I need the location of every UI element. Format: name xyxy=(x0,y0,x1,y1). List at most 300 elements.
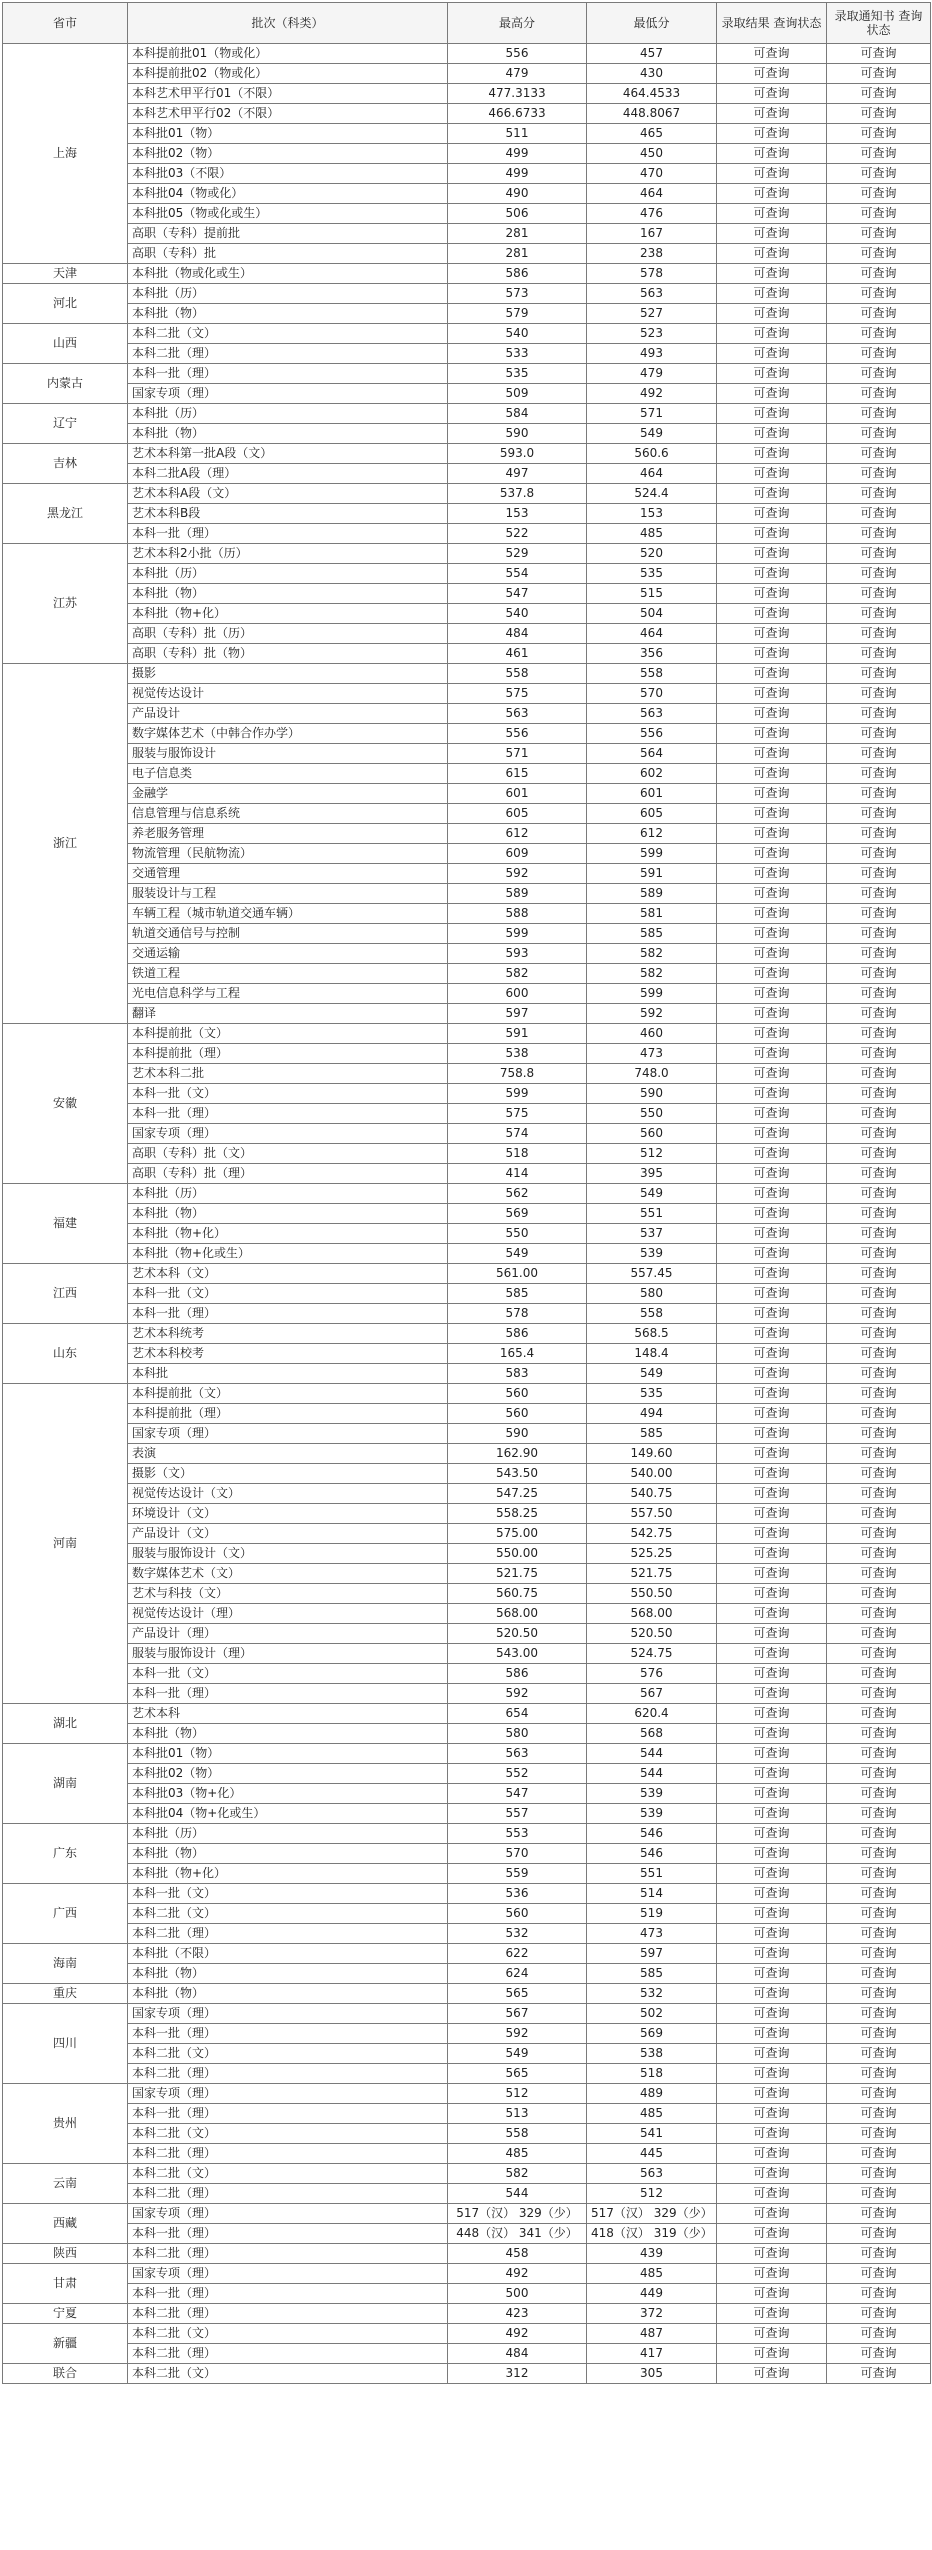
result-status-cell: 可查询 xyxy=(717,904,827,924)
batch-cell: 艺术本科2小批（历） xyxy=(128,544,448,564)
result-status-cell: 可查询 xyxy=(717,2044,827,2064)
result-status-cell: 可查询 xyxy=(717,484,827,504)
min-score-cell: 580 xyxy=(587,1284,717,1304)
table-row xyxy=(3,1984,931,2004)
batch-cell: 光电信息科学与工程 xyxy=(128,984,448,1004)
province-cell: 上海 xyxy=(3,44,128,264)
min-score-cell: 395 xyxy=(587,1164,717,1184)
notice-status-cell: 可查询 xyxy=(827,2244,931,2264)
result-status-cell: 可查询 xyxy=(717,1824,827,1844)
max-score-cell: 560.75 xyxy=(448,1584,587,1604)
table-row xyxy=(3,1624,931,1644)
batch-cell: 艺术与科技（文） xyxy=(128,1584,448,1604)
batch-cell: 本科提前批（文） xyxy=(128,1384,448,1404)
min-score-cell: 571 xyxy=(587,404,717,424)
result-status-cell: 可查询 xyxy=(717,924,827,944)
result-status-cell: 可查询 xyxy=(717,1704,827,1724)
min-score-cell: 585 xyxy=(587,1964,717,1984)
result-status-cell: 可查询 xyxy=(717,1584,827,1604)
notice-status-cell: 可查询 xyxy=(827,604,931,624)
min-score-cell: 582 xyxy=(587,964,717,984)
notice-status-cell: 可查询 xyxy=(827,1904,931,1924)
min-score-cell: 568.00 xyxy=(587,1604,717,1624)
notice-status-cell: 可查询 xyxy=(827,1624,931,1644)
batch-cell: 本科提前批02（物或化） xyxy=(128,64,448,84)
max-score-cell: 512 xyxy=(448,2084,587,2104)
province-cell: 广西 xyxy=(3,1884,128,1944)
min-score-cell: 601 xyxy=(587,784,717,804)
batch-cell: 本科批（物） xyxy=(128,1204,448,1224)
batch-cell: 本科二批（文） xyxy=(128,2124,448,2144)
batch-cell: 视觉传达设计 xyxy=(128,684,448,704)
batch-cell: 国家专项（理） xyxy=(128,2004,448,2024)
max-score-cell: 560 xyxy=(448,1904,587,1924)
table-row xyxy=(3,1824,931,1844)
notice-status-cell: 可查询 xyxy=(827,2164,931,2184)
max-score-cell: 540 xyxy=(448,324,587,344)
batch-cell: 本科批（物） xyxy=(128,1844,448,1864)
min-score-cell: 445 xyxy=(587,2144,717,2164)
header-province: 省市 xyxy=(3,3,128,44)
min-score-cell: 504 xyxy=(587,604,717,624)
max-score-cell: 558 xyxy=(448,2124,587,2144)
table-row xyxy=(3,544,931,564)
batch-cell: 物流管理（民航物流） xyxy=(128,844,448,864)
max-score-cell: 568.00 xyxy=(448,1604,587,1624)
result-status-cell: 可查询 xyxy=(717,984,827,1004)
min-score-cell: 602 xyxy=(587,764,717,784)
table-row xyxy=(3,1744,931,1764)
province-cell: 江西 xyxy=(3,1264,128,1324)
table-row xyxy=(3,484,931,504)
notice-status-cell: 可查询 xyxy=(827,1684,931,1704)
table-row xyxy=(3,1964,931,1984)
table-row xyxy=(3,304,931,324)
notice-status-cell: 可查询 xyxy=(827,264,931,284)
notice-status-cell: 可查询 xyxy=(827,444,931,464)
min-score-cell: 563 xyxy=(587,2164,717,2184)
result-status-cell: 可查询 xyxy=(717,424,827,444)
table-row xyxy=(3,2104,931,2124)
province-cell: 辽宁 xyxy=(3,404,128,444)
table-row xyxy=(3,1344,931,1364)
max-score-cell: 583 xyxy=(448,1364,587,1384)
max-score-cell: 484 xyxy=(448,2344,587,2364)
min-score-cell: 524.4 xyxy=(587,484,717,504)
table-row xyxy=(3,264,931,284)
max-score-cell: 592 xyxy=(448,2024,587,2044)
min-score-cell: 464.4533 xyxy=(587,84,717,104)
max-score-cell: 535 xyxy=(448,364,587,384)
result-status-cell: 可查询 xyxy=(717,324,827,344)
min-score-cell: 514 xyxy=(587,1884,717,1904)
province-cell: 吉林 xyxy=(3,444,128,484)
max-score-cell: 492 xyxy=(448,2324,587,2344)
header-result-status: 录取结果 查询状态 xyxy=(717,3,827,44)
min-score-cell: 535 xyxy=(587,564,717,584)
table-row xyxy=(3,1604,931,1624)
notice-status-cell: 可查询 xyxy=(827,1004,931,1024)
batch-cell: 本科一批（理） xyxy=(128,2224,448,2244)
batch-cell: 本科二批（文） xyxy=(128,2324,448,2344)
min-score-cell: 550 xyxy=(587,1104,717,1124)
province-cell: 湖南 xyxy=(3,1744,128,1824)
batch-cell: 本科批（历） xyxy=(128,1184,448,1204)
notice-status-cell: 可查询 xyxy=(827,64,931,84)
min-score-cell: 585 xyxy=(587,924,717,944)
batch-cell: 艺术本科校考 xyxy=(128,1344,448,1364)
table-row xyxy=(3,2064,931,2084)
min-score-cell: 460 xyxy=(587,1024,717,1044)
notice-status-cell: 可查询 xyxy=(827,284,931,304)
max-score-cell: 529 xyxy=(448,544,587,564)
table-row xyxy=(3,1644,931,1664)
table-row xyxy=(3,184,931,204)
min-score-cell: 539 xyxy=(587,1804,717,1824)
batch-cell: 本科批（物） xyxy=(128,424,448,444)
min-score-cell: 592 xyxy=(587,1004,717,1024)
result-status-cell: 可查询 xyxy=(717,504,827,524)
table-row xyxy=(3,1924,931,1944)
table-row xyxy=(3,1784,931,1804)
notice-status-cell: 可查询 xyxy=(827,1224,931,1244)
max-score-cell: 586 xyxy=(448,1324,587,1344)
batch-cell: 国家专项（理） xyxy=(128,1424,448,1444)
table-row xyxy=(3,164,931,184)
min-score-cell: 557.45 xyxy=(587,1264,717,1284)
min-score-cell: 551 xyxy=(587,1864,717,1884)
batch-cell: 摄影 xyxy=(128,664,448,684)
max-score-cell: 549 xyxy=(448,1244,587,1264)
min-score-cell: 563 xyxy=(587,284,717,304)
max-score-cell: 484 xyxy=(448,624,587,644)
max-score-cell: 448（汉） 341（少） xyxy=(448,2224,587,2244)
max-score-cell: 556 xyxy=(448,44,587,64)
result-status-cell: 可查询 xyxy=(717,2084,827,2104)
result-status-cell: 可查询 xyxy=(717,284,827,304)
notice-status-cell: 可查询 xyxy=(827,1244,931,1264)
min-score-cell: 487 xyxy=(587,2324,717,2344)
max-score-cell: 497 xyxy=(448,464,587,484)
table-row xyxy=(3,1904,931,1924)
notice-status-cell: 可查询 xyxy=(827,1964,931,1984)
province-cell: 黑龙江 xyxy=(3,484,128,544)
max-score-cell: 281 xyxy=(448,224,587,244)
batch-cell: 本科批（历） xyxy=(128,564,448,584)
max-score-cell: 414 xyxy=(448,1164,587,1184)
notice-status-cell: 可查询 xyxy=(827,1744,931,1764)
batch-cell: 本科批（物或化或生） xyxy=(128,264,448,284)
min-score-cell: 568 xyxy=(587,1724,717,1744)
batch-cell: 国家专项（理） xyxy=(128,2264,448,2284)
notice-status-cell: 可查询 xyxy=(827,124,931,144)
min-score-cell: 748.0 xyxy=(587,1064,717,1084)
table-row xyxy=(3,604,931,624)
result-status-cell: 可查询 xyxy=(717,2164,827,2184)
min-score-cell: 549 xyxy=(587,424,717,444)
table-row xyxy=(3,904,931,924)
result-status-cell: 可查询 xyxy=(717,2024,827,2044)
notice-status-cell: 可查询 xyxy=(827,1464,931,1484)
batch-cell: 金融学 xyxy=(128,784,448,804)
max-score-cell: 552 xyxy=(448,1764,587,1784)
min-score-cell: 473 xyxy=(587,1044,717,1064)
batch-cell: 服装与服饰设计 xyxy=(128,744,448,764)
table-row xyxy=(3,1064,931,1084)
max-score-cell: 466.6733 xyxy=(448,104,587,124)
result-status-cell: 可查询 xyxy=(717,1124,827,1144)
result-status-cell: 可查询 xyxy=(717,1644,827,1664)
batch-cell: 高职（专科）批（历） xyxy=(128,624,448,644)
province-cell: 江苏 xyxy=(3,544,128,664)
max-score-cell: 560 xyxy=(448,1404,587,1424)
table-row xyxy=(3,2164,931,2184)
table-row xyxy=(3,2204,931,2224)
batch-cell: 本科批03（不限） xyxy=(128,164,448,184)
result-status-cell: 可查询 xyxy=(717,1424,827,1444)
min-score-cell: 479 xyxy=(587,364,717,384)
province-cell: 浙江 xyxy=(3,664,128,1024)
table-row xyxy=(3,784,931,804)
result-status-cell: 可查询 xyxy=(717,244,827,264)
result-status-cell: 可查询 xyxy=(717,2124,827,2144)
table-row xyxy=(3,744,931,764)
result-status-cell: 可查询 xyxy=(717,2004,827,2024)
min-score-cell: 149.60 xyxy=(587,1444,717,1464)
min-score-cell: 557.50 xyxy=(587,1504,717,1524)
max-score-cell: 490 xyxy=(448,184,587,204)
batch-cell: 轨道交通信号与控制 xyxy=(128,924,448,944)
min-score-cell: 551 xyxy=(587,1204,717,1224)
notice-status-cell: 可查询 xyxy=(827,624,931,644)
batch-cell: 本科二批（理） xyxy=(128,2344,448,2364)
max-score-cell: 622 xyxy=(448,1944,587,1964)
result-status-cell: 可查询 xyxy=(717,1444,827,1464)
batch-cell: 本科批（物+化） xyxy=(128,1224,448,1244)
min-score-cell: 549 xyxy=(587,1184,717,1204)
min-score-cell: 519 xyxy=(587,1904,717,1924)
table-row xyxy=(3,444,931,464)
result-status-cell: 可查询 xyxy=(717,1104,827,1124)
notice-status-cell: 可查询 xyxy=(827,2304,931,2324)
table-row xyxy=(3,1004,931,1024)
min-score-cell: 492 xyxy=(587,384,717,404)
province-cell: 河南 xyxy=(3,1384,128,1704)
table-row xyxy=(3,1804,931,1824)
min-score-cell: 568.5 xyxy=(587,1324,717,1344)
notice-status-cell: 可查询 xyxy=(827,2004,931,2024)
batch-cell: 电子信息类 xyxy=(128,764,448,784)
table-row xyxy=(3,1584,931,1604)
batch-cell: 数字媒体艺术（文） xyxy=(128,1564,448,1584)
batch-cell: 艺术本科二批 xyxy=(128,1064,448,1084)
min-score-cell: 591 xyxy=(587,864,717,884)
max-score-cell: 605 xyxy=(448,804,587,824)
batch-cell: 本科二批（理） xyxy=(128,2184,448,2204)
notice-status-cell: 可查询 xyxy=(827,1924,931,1944)
table-row xyxy=(3,1024,931,1044)
max-score-cell: 544 xyxy=(448,2184,587,2204)
min-score-cell: 539 xyxy=(587,1244,717,1264)
table-row xyxy=(3,1364,931,1384)
table-row xyxy=(3,564,931,584)
notice-status-cell: 可查询 xyxy=(827,2204,931,2224)
table-row xyxy=(3,2304,931,2324)
batch-cell: 本科批（物） xyxy=(128,584,448,604)
min-score-cell: 464 xyxy=(587,184,717,204)
max-score-cell: 575 xyxy=(448,1104,587,1124)
batch-cell: 本科批03（物+化） xyxy=(128,1784,448,1804)
max-score-cell: 477.3133 xyxy=(448,84,587,104)
table-row xyxy=(3,764,931,784)
max-score-cell: 506 xyxy=(448,204,587,224)
result-status-cell: 可查询 xyxy=(717,184,827,204)
result-status-cell: 可查询 xyxy=(717,1864,827,1884)
max-score-cell: 575.00 xyxy=(448,1524,587,1544)
notice-status-cell: 可查询 xyxy=(827,1404,931,1424)
max-score-cell: 615 xyxy=(448,764,587,784)
batch-cell: 本科二批（文） xyxy=(128,1904,448,1924)
min-score-cell: 450 xyxy=(587,144,717,164)
max-score-cell: 582 xyxy=(448,2164,587,2184)
batch-cell: 本科二批（理） xyxy=(128,344,448,364)
result-status-cell: 可查询 xyxy=(717,1364,827,1384)
table-row xyxy=(3,1564,931,1584)
result-status-cell: 可查询 xyxy=(717,2144,827,2164)
notice-status-cell: 可查询 xyxy=(827,804,931,824)
notice-status-cell: 可查询 xyxy=(827,1804,931,1824)
batch-cell: 国家专项（理） xyxy=(128,2084,448,2104)
max-score-cell: 573 xyxy=(448,284,587,304)
table-row xyxy=(3,984,931,1004)
result-status-cell: 可查询 xyxy=(717,1884,827,1904)
notice-status-cell: 可查询 xyxy=(827,1984,931,2004)
batch-cell: 国家专项（理） xyxy=(128,384,448,404)
min-score-cell: 560 xyxy=(587,1124,717,1144)
result-status-cell: 可查询 xyxy=(717,1224,827,1244)
result-status-cell: 可查询 xyxy=(717,1464,827,1484)
province-cell: 山西 xyxy=(3,324,128,364)
min-score-cell: 521.75 xyxy=(587,1564,717,1584)
max-score-cell: 532 xyxy=(448,1924,587,1944)
min-score-cell: 546 xyxy=(587,1844,717,1864)
min-score-cell: 470 xyxy=(587,164,717,184)
max-score-cell: 312 xyxy=(448,2364,587,2384)
max-score-cell: 590 xyxy=(448,424,587,444)
batch-cell: 翻译 xyxy=(128,1004,448,1024)
max-score-cell: 458 xyxy=(448,2244,587,2264)
batch-cell: 本科二批（文） xyxy=(128,2044,448,2064)
province-cell: 天津 xyxy=(3,264,128,284)
result-status-cell: 可查询 xyxy=(717,2184,827,2204)
batch-cell: 本科二批（文） xyxy=(128,2164,448,2184)
max-score-cell: 550 xyxy=(448,1224,587,1244)
table-row xyxy=(3,1084,931,1104)
result-status-cell: 可查询 xyxy=(717,1184,827,1204)
max-score-cell: 556 xyxy=(448,724,587,744)
admission-scores-table xyxy=(2,2,931,2384)
province-cell: 海南 xyxy=(3,1944,128,1984)
max-score-cell: 423 xyxy=(448,2304,587,2324)
notice-status-cell: 可查询 xyxy=(827,44,931,64)
min-score-cell: 417 xyxy=(587,2344,717,2364)
notice-status-cell: 可查询 xyxy=(827,644,931,664)
min-score-cell: 538 xyxy=(587,2044,717,2064)
max-score-cell: 588 xyxy=(448,904,587,924)
notice-status-cell: 可查询 xyxy=(827,1264,931,1284)
max-score-cell: 558 xyxy=(448,664,587,684)
table-row xyxy=(3,1284,931,1304)
min-score-cell: 148.4 xyxy=(587,1344,717,1364)
table-row xyxy=(3,524,931,544)
province-cell: 山东 xyxy=(3,1324,128,1384)
batch-cell: 本科批04（物+化或生） xyxy=(128,1804,448,1824)
notice-status-cell: 可查询 xyxy=(827,164,931,184)
result-status-cell: 可查询 xyxy=(717,684,827,704)
batch-cell: 服装与服饰设计（理） xyxy=(128,1644,448,1664)
result-status-cell: 可查询 xyxy=(717,2344,827,2364)
notice-status-cell: 可查询 xyxy=(827,1484,931,1504)
batch-cell: 本科二批（理） xyxy=(128,2144,448,2164)
batch-cell: 铁道工程 xyxy=(128,964,448,984)
min-score-cell: 518 xyxy=(587,2064,717,2084)
table-row xyxy=(3,1704,931,1724)
batch-cell: 交通管理 xyxy=(128,864,448,884)
batch-cell: 国家专项（理） xyxy=(128,2204,448,2224)
batch-cell: 本科二批（理） xyxy=(128,2304,448,2324)
header-batch: 批次（科类） xyxy=(128,3,448,44)
result-status-cell: 可查询 xyxy=(717,1204,827,1224)
result-status-cell: 可查询 xyxy=(717,1144,827,1164)
table-row xyxy=(3,1044,931,1064)
table-row xyxy=(3,2124,931,2144)
table-row xyxy=(3,1304,931,1324)
batch-cell: 信息管理与信息系统 xyxy=(128,804,448,824)
min-score-cell: 535 xyxy=(587,1384,717,1404)
max-score-cell: 554 xyxy=(448,564,587,584)
notice-status-cell: 可查询 xyxy=(827,1204,931,1224)
min-score-cell: 541 xyxy=(587,2124,717,2144)
notice-status-cell: 可查询 xyxy=(827,2024,931,2044)
table-row xyxy=(3,2244,931,2264)
notice-status-cell: 可查询 xyxy=(827,2364,931,2384)
notice-status-cell: 可查询 xyxy=(827,344,931,364)
notice-status-cell: 可查询 xyxy=(827,504,931,524)
notice-status-cell: 可查询 xyxy=(827,1324,931,1344)
notice-status-cell: 可查询 xyxy=(827,1864,931,1884)
batch-cell: 本科一批（文） xyxy=(128,1084,448,1104)
min-score-cell: 544 xyxy=(587,1764,717,1784)
min-score-cell: 563 xyxy=(587,704,717,724)
batch-cell: 艺术本科 xyxy=(128,1704,448,1724)
table-row xyxy=(3,404,931,424)
max-score-cell: 518 xyxy=(448,1144,587,1164)
max-score-cell: 479 xyxy=(448,64,587,84)
table-row xyxy=(3,2184,931,2204)
notice-status-cell: 可查询 xyxy=(827,1304,931,1324)
min-score-cell: 599 xyxy=(587,844,717,864)
notice-status-cell: 可查询 xyxy=(827,1824,931,1844)
table-row xyxy=(3,1864,931,1884)
result-status-cell: 可查询 xyxy=(717,1964,827,1984)
batch-cell: 产品设计（理） xyxy=(128,1624,448,1644)
max-score-cell: 165.4 xyxy=(448,1344,587,1364)
notice-status-cell: 可查询 xyxy=(827,544,931,564)
notice-status-cell: 可查询 xyxy=(827,1164,931,1184)
result-status-cell: 可查询 xyxy=(717,1304,827,1324)
min-score-cell: 605 xyxy=(587,804,717,824)
max-score-cell: 537.8 xyxy=(448,484,587,504)
